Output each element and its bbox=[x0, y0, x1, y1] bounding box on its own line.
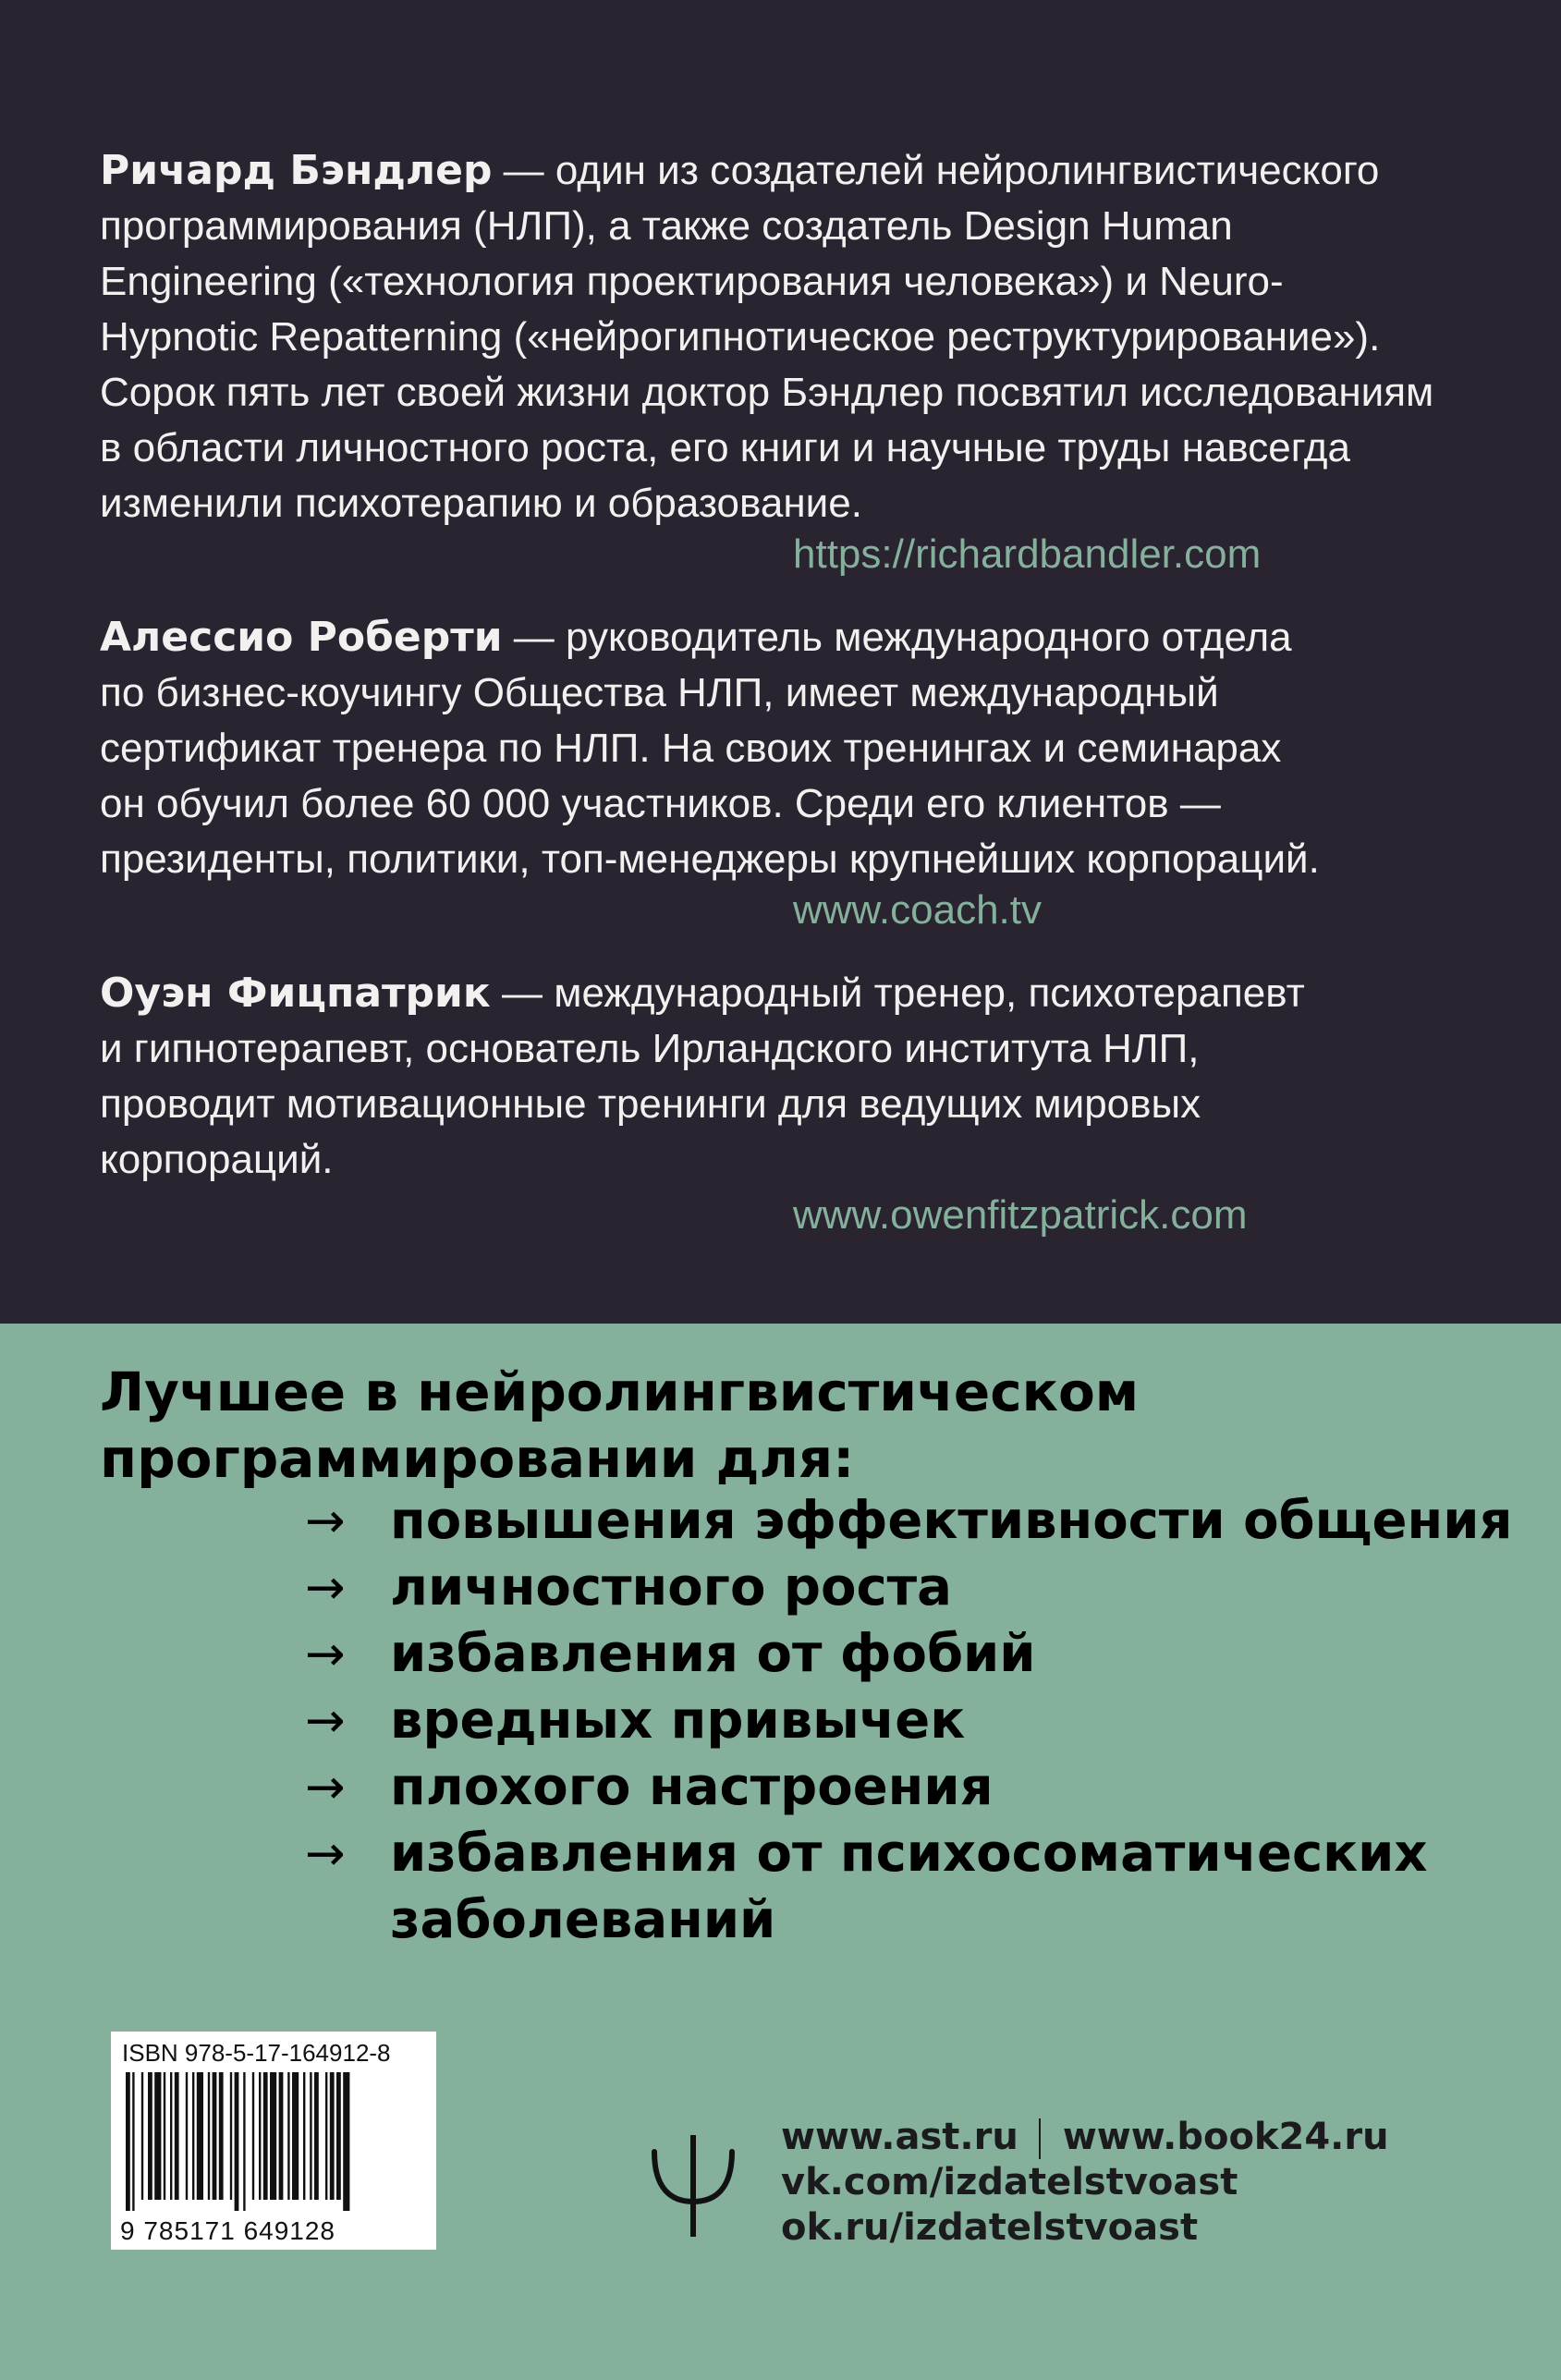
benefits-list bbox=[305, 1488, 1512, 1954]
arrow-right-icon: → bbox=[305, 1627, 346, 1682]
barcode-bar bbox=[148, 2072, 152, 2200]
list-item bbox=[305, 1488, 1512, 1555]
bio-line: программирования (НЛП), а также создатель Design Human bbox=[100, 203, 1233, 249]
list-item-text: избавления от фобий bbox=[390, 1624, 1036, 1684]
bio-line: и гипнотерапевт, основатель Ирландского института НЛП, bbox=[100, 1026, 1200, 1071]
barcode-bar bbox=[175, 2072, 179, 2200]
barcode-bar bbox=[292, 2072, 299, 2200]
bio-line: — руководитель международного отдела bbox=[502, 615, 1292, 660]
list-item-text: личностного роста bbox=[390, 1557, 952, 1617]
bio-line: корпораций. bbox=[100, 1137, 334, 1182]
barcode-bar bbox=[141, 2072, 143, 2200]
bio-line: сертификат тренера по НЛП. На своих тренингах и семинарах bbox=[100, 726, 1282, 771]
publisher-site-link[interactable]: www.book24.ru bbox=[1062, 2116, 1389, 2158]
list-item-text: заболеваний bbox=[390, 1890, 776, 1950]
barcode-bar bbox=[230, 2072, 232, 2200]
isbn-label: ISBN 978-5-17-164912-8 bbox=[122, 2039, 391, 2067]
bio-line: изменили психотерапию и образование. bbox=[100, 481, 862, 526]
list-item-text: повышения эффективности общения bbox=[390, 1491, 1513, 1551]
barcode-bar bbox=[263, 2072, 268, 2200]
bio-roberti bbox=[100, 610, 1468, 887]
arrow-right-icon: → bbox=[305, 1560, 346, 1616]
bio-line: президенты, политики, топ-менеджеры крупнейших корпораций. bbox=[100, 836, 1320, 882]
author-name: Ричард Бэндлер bbox=[100, 147, 493, 194]
author-name: Оуэн Фицпатрик bbox=[100, 970, 491, 1017]
barcode-bar bbox=[336, 2072, 341, 2200]
barcode-bar bbox=[219, 2072, 224, 2200]
arrow-right-icon: → bbox=[305, 1693, 346, 1749]
barcode-bar bbox=[170, 2072, 172, 2200]
list-item-text: вредных привычек bbox=[390, 1690, 966, 1751]
barcode-bar bbox=[303, 2072, 305, 2200]
barcode-bar bbox=[186, 2072, 188, 2200]
barcode-bar bbox=[235, 2072, 239, 2211]
barcode-bar bbox=[287, 2072, 289, 2200]
vk-link[interactable]: vk.com/izdatelstvoast bbox=[781, 2161, 1238, 2203]
publisher-links bbox=[781, 2115, 1389, 2251]
ok-link[interactable]: ok.ru/izdatelstvoast bbox=[781, 2206, 1199, 2249]
bio-bandler bbox=[100, 143, 1468, 531]
bio-line: в области личностного роста, его книги и научные труды навсегда bbox=[100, 425, 1350, 470]
list-item bbox=[305, 1821, 1512, 1954]
publisher-site-link[interactable]: www.ast.ru bbox=[781, 2116, 1018, 2158]
arrow-right-icon: → bbox=[305, 1494, 346, 1549]
barcode-bar bbox=[126, 2072, 130, 2211]
divider bbox=[1039, 2118, 1041, 2159]
barcode-bar bbox=[192, 2072, 194, 2200]
bio-line: Hypnotic Repatterning («нейрогипнотическое реструктурирование»). bbox=[100, 314, 1381, 360]
bio-fitzpatrick bbox=[100, 966, 1468, 1188]
isbn-barcode bbox=[111, 2032, 436, 2250]
barcode-bar bbox=[325, 2072, 327, 2200]
list-item bbox=[305, 1621, 1512, 1688]
barcode-bar bbox=[213, 2072, 217, 2200]
barcode-bar bbox=[132, 2072, 134, 2211]
list-item-text: избавления от психосоматических bbox=[390, 1824, 1428, 1884]
list-item-text: плохого настроения bbox=[390, 1757, 994, 1817]
bio-line: — международный тренер, психотерапевт bbox=[490, 970, 1305, 1016]
barcode-bar bbox=[164, 2072, 165, 2200]
barcode-bar bbox=[343, 2072, 349, 2211]
list-item bbox=[305, 1555, 1512, 1621]
barcode-bar bbox=[208, 2072, 210, 2200]
barcode-bar bbox=[314, 2072, 319, 2200]
bio-line: — один из создателей нейролингвистического bbox=[492, 148, 1380, 193]
bio-line: он обучил более 60 000 участников. Среди его клиентов — bbox=[100, 781, 1221, 826]
barcode-bars bbox=[124, 2072, 423, 2211]
barcode-bar bbox=[154, 2072, 161, 2200]
bio-line: Сорок пять лет своей жизни доктор Бэндлер посвятил исследованиям bbox=[100, 370, 1434, 415]
headline-line: программировании для: bbox=[100, 1427, 855, 1490]
list-item bbox=[305, 1754, 1512, 1821]
arrow-right-icon: → bbox=[305, 1826, 346, 1882]
bio-line: по бизнес-коучингу Общества НЛП, имеет международный bbox=[100, 670, 1219, 715]
barcode-bar bbox=[330, 2072, 335, 2200]
barcode-bar bbox=[243, 2072, 245, 2211]
bio-line: Engineering («технология проектирования человека») и Neuro- bbox=[100, 259, 1284, 304]
bio-line: проводит мотивационные тренинги для ведущих мировых bbox=[100, 1081, 1201, 1127]
list-item bbox=[305, 1688, 1512, 1754]
arrow-right-icon: → bbox=[305, 1760, 346, 1815]
psi-icon bbox=[647, 2135, 739, 2237]
barcode-bar bbox=[197, 2072, 203, 2200]
author-website-link[interactable]: https://richardbandler.com bbox=[793, 531, 1262, 577]
headline-line: Лучшее в нейролингвистическом bbox=[100, 1361, 1140, 1423]
author-name: Алессио Роберти bbox=[100, 614, 503, 661]
barcode-bar bbox=[310, 2072, 311, 2200]
author-website-link[interactable]: www.owenfitzpatrick.com bbox=[793, 1192, 1248, 1238]
barcode-bar bbox=[259, 2072, 261, 2200]
barcode-bar bbox=[279, 2072, 284, 2200]
barcode-bar bbox=[270, 2072, 276, 2200]
benefits-headline bbox=[100, 1359, 1139, 1492]
barcode-bar bbox=[252, 2072, 254, 2200]
author-website-link[interactable]: www.coach.tv bbox=[793, 887, 1042, 933]
barcode-number: 9 785171 649128 bbox=[120, 2216, 335, 2245]
